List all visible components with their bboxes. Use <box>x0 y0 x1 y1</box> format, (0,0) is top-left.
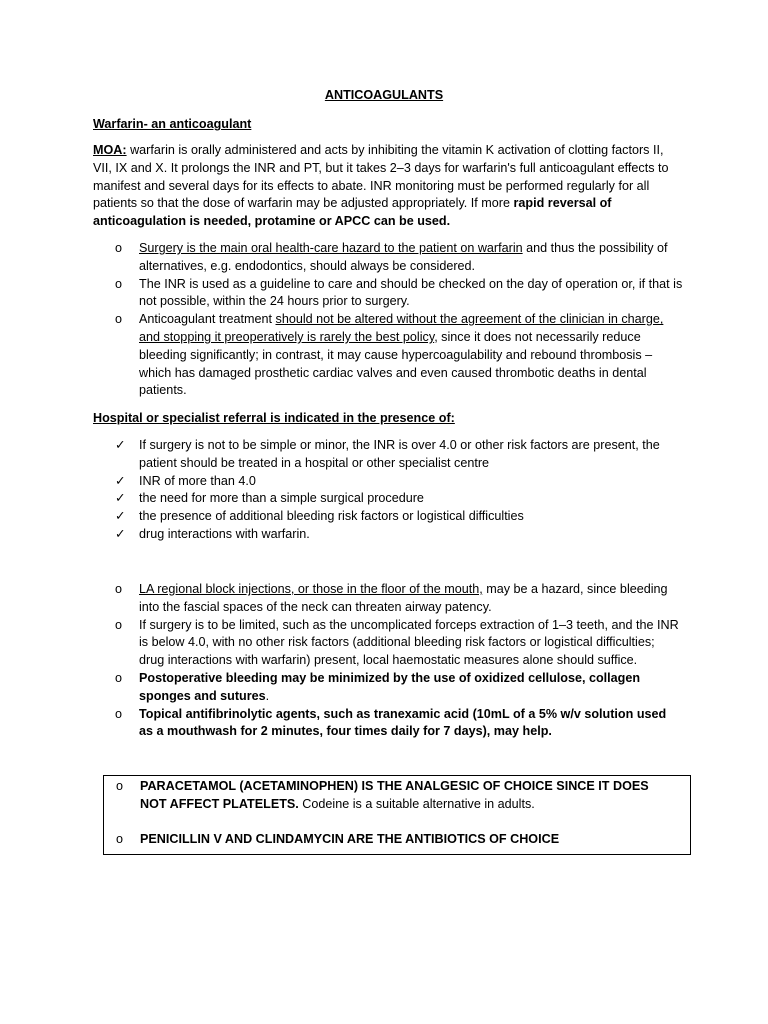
list-item <box>93 581 683 617</box>
underlined-text: LA regional block injections, or those in the floor of the mouth, <box>139 582 483 596</box>
underlined-text: should not be altered without the agreement of the clinician in charge, and stopping it preoperatively is rarely the best policy <box>139 312 664 344</box>
item-text: the need for more than a simple surgical procedure <box>139 491 424 506</box>
item-text: INR of more than 4.0 <box>139 473 256 488</box>
list-item <box>93 437 683 473</box>
list-item <box>93 276 683 312</box>
item-text: drug interactions with warfarin. <box>139 526 310 541</box>
bullet-marker: o <box>115 312 123 327</box>
item-text: The INR is used as a guideline to care and should be checked on the day of operation or, if that is not possible, within the 24 hours prior to surgery. <box>139 276 683 309</box>
referral-heading: Hospital or specialist referral is indicated in the presence of: <box>93 411 455 425</box>
list-item <box>93 508 683 526</box>
bullet-marker: o <box>115 582 123 596</box>
key-points-box <box>103 775 691 855</box>
bold-text: PARACETAMOL (ACETAMINOPHEN) IS THE ANALGESIC OF CHOICE SINCE IT DOES NOT AFFECT PLATELETS. <box>140 779 649 811</box>
checkmark-icon: ✓ <box>115 526 126 541</box>
underlined-text: Surgery is the main oral health-care hazard to the patient on warfarin <box>139 241 523 255</box>
bullet-marker: o <box>115 241 123 255</box>
item-text: the presence of additional bleeding risk factors or logistical difficulties <box>139 509 524 524</box>
checkmark-icon: ✓ <box>115 491 126 506</box>
list-item <box>94 831 674 849</box>
bold-text: Topical antifibrinolytic agents, such as tranexamic acid (10mL of a 5% w/v solution used as a mouthwash for 2 minutes, four times daily for 7 days), may help. <box>139 706 667 739</box>
bullet-marker: o <box>115 617 123 632</box>
list-item <box>93 240 683 276</box>
moa-text: warfarin is orally administered and acts by inhibiting the vitamin K activation of clotting factors II, VII, IX and X. It prolongs the INR and PT, but it takes 2–3 days for warfarin's full anticoagulant effects to manifest and several days for its effects to abate. INR monitoring must be performed regularly for all patients so that the dose of warfarin may be adjusted appropriately. If more <box>93 143 669 211</box>
bullet-marker: o <box>116 779 124 793</box>
bold-text: PENICILLIN V AND CLINDAMYCIN ARE THE ANTIBIOTICS OF CHOICE <box>140 831 560 846</box>
warfarin-bullet-list <box>93 240 683 400</box>
item-text: Codeine is a suitable alternative in adults. <box>298 796 535 811</box>
item-text: . <box>265 688 270 703</box>
item-text: , since it does not necessarily reduce bleeding significantly; in contrast, it may cause hypercoagulability and rebound thrombosis – which has damaged prosthetic cardiac valves and even caused thrombotic deaths in dental patients. <box>139 329 653 398</box>
warfarin-heading: Warfarin- an anticoagulant <box>93 117 252 131</box>
bullet-marker: o <box>115 276 123 291</box>
referral-check-list <box>93 437 683 544</box>
checkmark-icon: ✓ <box>115 473 126 488</box>
list-item <box>93 617 683 670</box>
bullet-marker: o <box>116 831 124 846</box>
item-prefix: Anticoagulant treatment <box>139 312 276 327</box>
list-item <box>93 706 683 742</box>
bullet-marker: o <box>115 706 123 721</box>
item-text: If surgery is not to be simple or minor, the INR is over 4.0 or other risk factors are present, the patient should be treated in a hospital or other specialist centre <box>139 438 660 470</box>
list-item <box>94 778 674 814</box>
procedure-bullet-list <box>93 581 683 741</box>
bullet-marker: o <box>115 670 123 685</box>
list-item <box>93 490 683 508</box>
bold-text: Postoperative bleeding may be minimized by the use of oxidized cellulose, collagen sponges and sutures <box>139 670 641 703</box>
moa-bold-text: rapid reversal of anticoagulation is needed, protamine or APCC can be used. <box>93 196 612 229</box>
list-item <box>93 526 683 544</box>
checkmark-icon: ✓ <box>115 509 126 524</box>
moa-paragraph <box>93 142 673 231</box>
item-text: may be a hazard, since bleeding into the fascial spaces of the neck can threaten airway patency. <box>139 582 668 614</box>
moa-label: MOA: <box>93 143 127 157</box>
list-item <box>93 670 683 706</box>
item-text: and thus the possibility of alternatives, e.g. endodontics, should always be considered. <box>139 241 668 273</box>
key-points-list <box>94 778 674 848</box>
list-item <box>93 311 683 400</box>
checkmark-icon: ✓ <box>115 438 126 452</box>
item-text: If surgery is to be limited, such as the uncomplicated forceps extraction of 1–3 teeth, and the INR is below 4.0, with no other risk factors (additional bleeding risk factors or logistical difficulties; drug interactions with warfarin) present, local haemostatic measures alone should suffice. <box>139 617 679 668</box>
page-title: ANTICOAGULANTS <box>324 88 444 102</box>
list-item <box>93 473 683 491</box>
